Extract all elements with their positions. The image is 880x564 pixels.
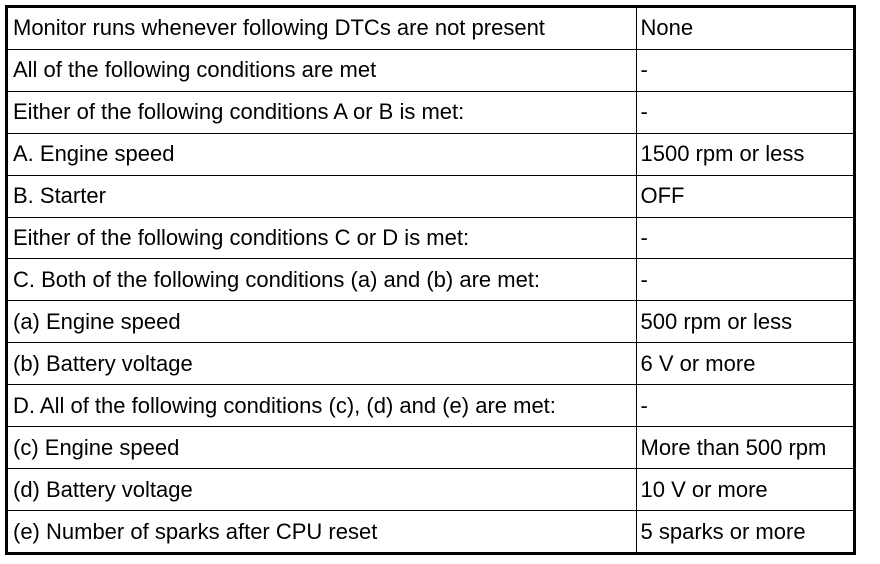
condition-cell: Either of the following conditions C or D is met: (8, 217, 636, 259)
condition-cell: (b) Battery voltage (8, 343, 636, 385)
condition-cell: All of the following conditions are met (8, 49, 636, 91)
table-row (8, 469, 853, 511)
conditions-grid (8, 8, 853, 552)
value-cell: - (636, 259, 853, 301)
condition-cell: D. All of the following conditions (c), (d) and (e) are met: (8, 385, 636, 427)
value-cell: - (636, 49, 853, 91)
condition-cell: (c) Engine speed (8, 427, 636, 469)
table-row (8, 91, 853, 133)
table-row (8, 427, 853, 469)
value-cell: - (636, 385, 853, 427)
table-row (8, 133, 853, 175)
conditions-table (5, 5, 856, 555)
condition-cell: (a) Engine speed (8, 301, 636, 343)
condition-cell: (e) Number of sparks after CPU reset (8, 511, 636, 552)
value-cell: 10 V or more (636, 469, 853, 511)
table-row (8, 175, 853, 217)
value-cell: 5 sparks or more (636, 511, 853, 552)
value-cell: More than 500 rpm (636, 427, 853, 469)
table-row (8, 217, 853, 259)
value-cell: 6 V or more (636, 343, 853, 385)
table-row (8, 8, 853, 49)
condition-cell: (d) Battery voltage (8, 469, 636, 511)
condition-cell: Monitor runs whenever following DTCs are not present (8, 8, 636, 49)
table-row (8, 343, 853, 385)
table-row (8, 511, 853, 552)
value-cell: - (636, 217, 853, 259)
table-row (8, 49, 853, 91)
value-cell: 1500 rpm or less (636, 133, 853, 175)
value-cell: OFF (636, 175, 853, 217)
condition-cell: B. Starter (8, 175, 636, 217)
condition-cell: A. Engine speed (8, 133, 636, 175)
value-cell: 500 rpm or less (636, 301, 853, 343)
condition-cell: C. Both of the following conditions (a) and (b) are met: (8, 259, 636, 301)
value-cell: - (636, 91, 853, 133)
table-row (8, 385, 853, 427)
condition-cell: Either of the following conditions A or B is met: (8, 91, 636, 133)
table-row (8, 301, 853, 343)
value-cell: None (636, 8, 853, 49)
table-row (8, 259, 853, 301)
